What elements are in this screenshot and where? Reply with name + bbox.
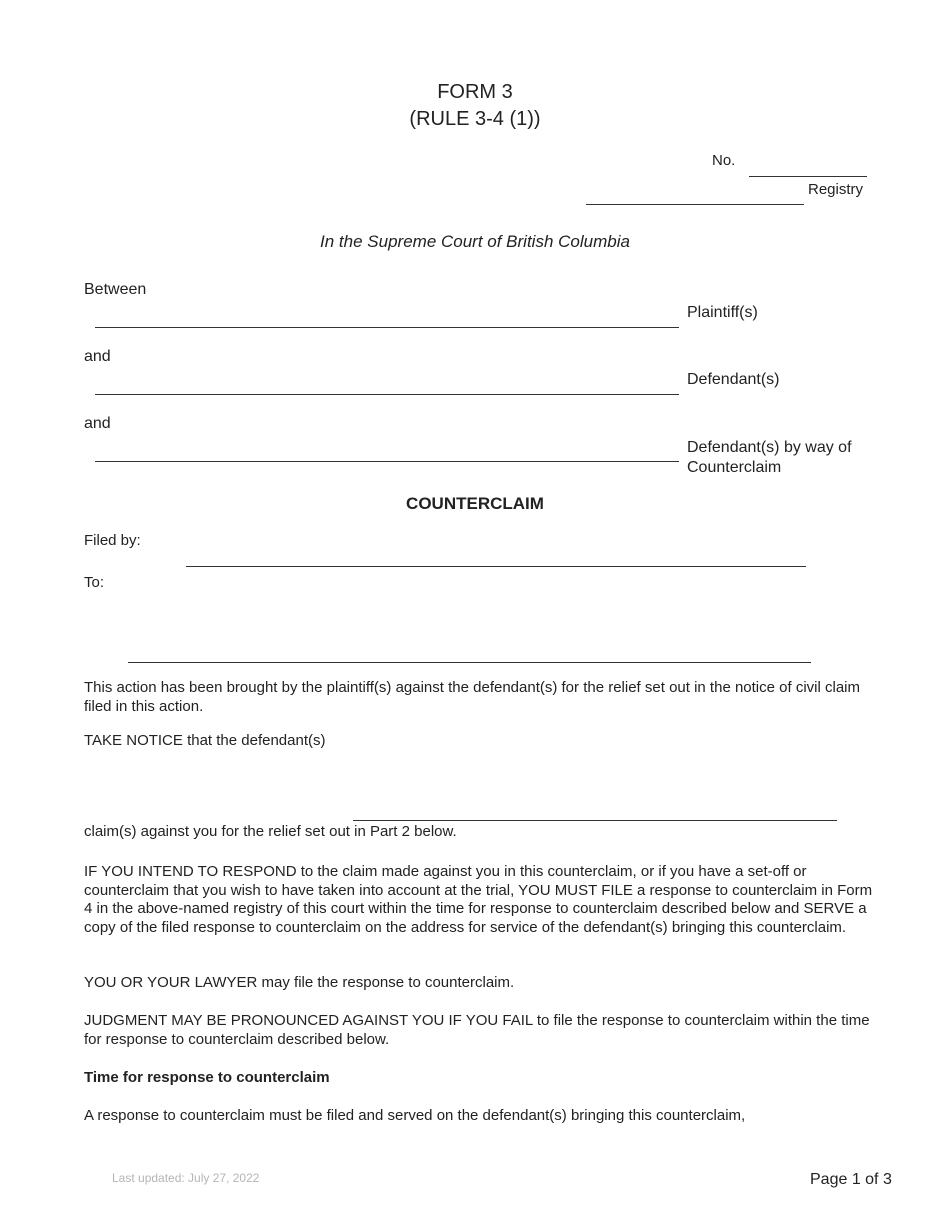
time-for-response-heading: Time for response to counterclaim	[84, 1069, 330, 1086]
take-notice-text: TAKE NOTICE that the defendant(s)	[84, 732, 326, 749]
page-number: Page 1 of 3	[810, 1171, 892, 1188]
document-title: COUNTERCLAIM	[406, 494, 544, 513]
defendant-name-field[interactable]	[95, 394, 679, 395]
file-number-field[interactable]	[749, 176, 867, 177]
and-label: and	[84, 348, 111, 365]
form-rule: (RULE 3-4 (1))	[409, 108, 541, 130]
form-number: FORM 3	[437, 81, 513, 103]
counterclaim-role-label: Defendant(s) by way of Counterclaim	[687, 439, 852, 476]
judgment-paragraph: JUDGMENT MAY BE PRONOUNCED AGAINST YOU IF YOU FAIL to file the response to counterclaim within the time for response to counterclaim described below.	[84, 1012, 870, 1048]
and-label: and	[84, 415, 111, 432]
claims-against-text: claim(s) against you for the relief set out in Part 2 below.	[84, 823, 457, 840]
action-paragraph: This action has been brought by the plaintiff(s) against the defendant(s) for the relief set out in the notice of civil claim filed in this action.	[84, 679, 860, 715]
registry-field[interactable]	[586, 204, 804, 205]
between-label: Between	[84, 281, 147, 298]
last-updated-date: Last updated: July 27, 2022	[112, 1171, 260, 1185]
lawyer-paragraph: YOU OR YOUR LAWYER may file the response to counterclaim.	[84, 974, 515, 991]
filed-by-label: Filed by:	[84, 532, 141, 549]
filed-by-field[interactable]	[186, 566, 806, 567]
defendant-role-label: Defendant(s)	[687, 371, 780, 388]
time-for-response-paragraph: A response to counterclaim must be filed and served on the defendant(s) bringing this counterclaim,	[84, 1107, 746, 1124]
to-field[interactable]	[128, 662, 811, 663]
registry-label: Registry	[808, 181, 864, 198]
take-notice-field[interactable]	[353, 820, 837, 821]
plaintiff-name-field[interactable]	[95, 327, 679, 328]
counterclaim-defendant-name-field[interactable]	[95, 461, 679, 462]
to-label: To:	[84, 574, 105, 591]
court-name: In the Supreme Court of British Columbia	[320, 232, 630, 251]
intend-to-respond-paragraph: IF YOU INTEND TO RESPOND to the claim made against you in this counterclaim, or if you have a set-off or counterclaim that you wish to have taken into account at the trial, YOU MUST FILE a response to counterclaim in Form 4 in the above-named registry of this court within the time for response to counterclaim described below and SERVE a copy of the filed response to counterclaim on the address for service of the defendant(s) bringing this counterclaim.	[84, 863, 873, 936]
plaintiff-role-label: Plaintiff(s)	[687, 304, 758, 321]
file-number-label: No.	[712, 152, 736, 169]
